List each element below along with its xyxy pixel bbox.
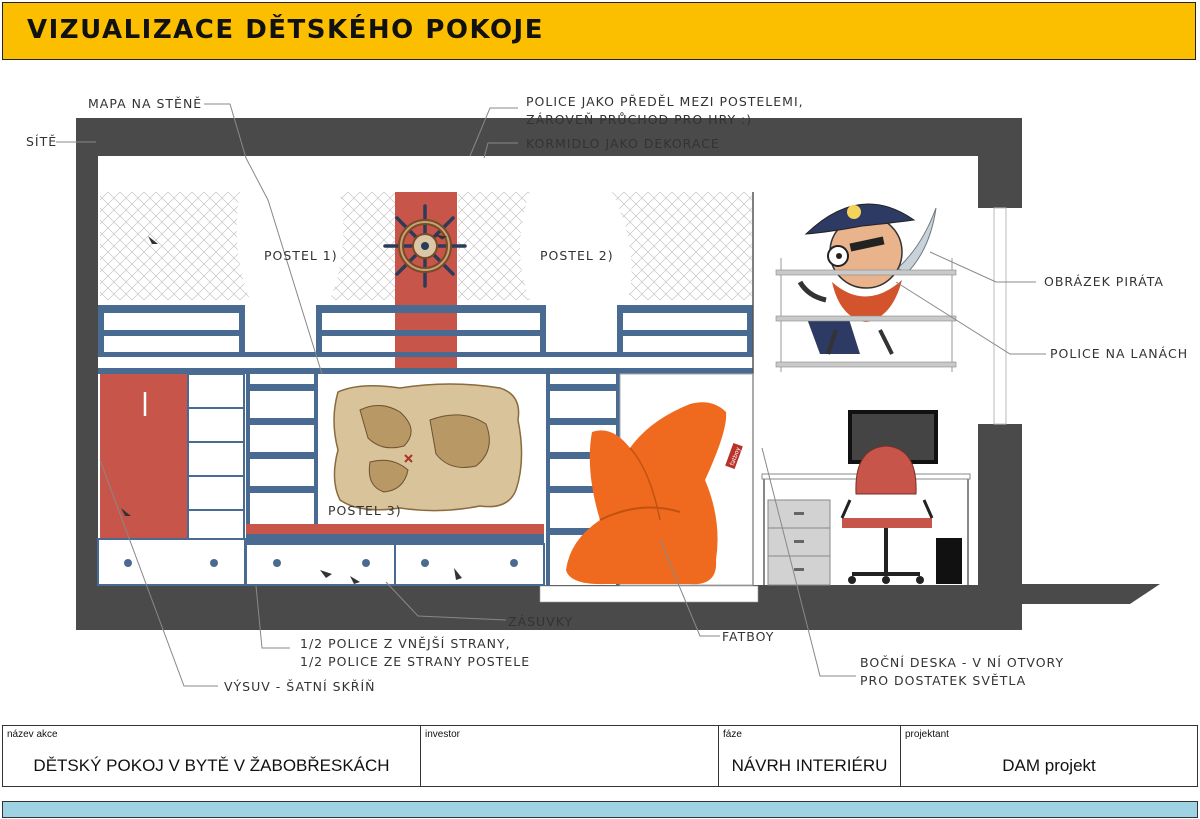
label-postel-1: POSTEL 1)	[264, 248, 338, 263]
tb-faze-caption: fáze	[723, 729, 742, 740]
tb-nazev-caption: název akce	[7, 729, 58, 740]
callout-police-predel-1: POLICE JAKO PŘEDĚL MEZI POSTELEMI,	[526, 94, 804, 109]
tb-nazev-akce	[3, 726, 421, 786]
wardrobe-drawer	[98, 539, 245, 585]
pirate-picture	[800, 204, 936, 354]
callout-police-lana: POLICE NA LANÁCH	[1050, 346, 1189, 361]
callout-kormidlo: KORMIDLO JAKO DEKORACE	[526, 136, 720, 151]
tb-faze	[719, 726, 901, 786]
callout-bocni-1: BOČNÍ DESKA - V NÍ OTVORY	[860, 655, 1065, 670]
tb-nazev-value: DĚTSKÝ POKOJ V BYTĚ V ŽABOBŘESKÁCH	[33, 756, 390, 775]
callout-police-pul-2: 1/2 POLICE ZE STRANY POSTELE	[300, 654, 531, 669]
callout-police-pul-1: 1/2 POLICE Z VNĚJŠÍ STRANY,	[300, 636, 511, 651]
floor-top	[98, 586, 978, 604]
page-title: VIZUALIZACE DĚTSKÉHO POKOJE	[27, 15, 544, 45]
wardrobe-shelves	[188, 374, 244, 539]
net-right	[612, 192, 752, 300]
tb-investor	[421, 726, 719, 786]
desk-area	[762, 410, 970, 585]
svg-text:fatboy: fatboy	[728, 446, 742, 467]
net-center-right	[458, 192, 530, 300]
label-postel-3: POSTEL 3)	[328, 503, 402, 518]
pc-tower	[936, 538, 962, 584]
bottom-bar	[2, 801, 1198, 818]
wardrobe	[98, 374, 245, 585]
left-wall	[76, 118, 98, 630]
tb-projektant-caption: projektant	[905, 729, 949, 740]
callout-police-predel-2: ZÁROVEŇ PRŮCHOD PRO HRY :)	[526, 112, 753, 127]
exterior-ledge	[1022, 584, 1160, 604]
right-wall-top	[978, 118, 1022, 208]
ceiling-gap	[98, 156, 978, 186]
callout-fatboy: FATBOY	[722, 629, 775, 644]
callout-site: SÍTĚ	[26, 134, 58, 149]
tb-investor-caption: investor	[425, 729, 461, 740]
net-left	[100, 192, 250, 300]
title-block	[2, 725, 1198, 787]
floor-opening	[540, 586, 758, 602]
callout-bocni-2: PRO DOSTATEK SVĚTLA	[860, 673, 1027, 688]
bottom-bed	[246, 524, 544, 585]
fatboy-beanbag	[566, 402, 743, 584]
ship-wheel-icon	[385, 206, 465, 286]
tb-projektant	[901, 726, 1197, 786]
tb-faze-value: NÁVRH INTERIÉRU	[731, 756, 888, 775]
treasure-map	[334, 384, 522, 511]
window	[994, 208, 1006, 424]
label-postel-2: POSTEL 2)	[540, 248, 614, 263]
ladder-left	[246, 374, 318, 531]
callout-zasuvky: ZÁSUVKY	[508, 614, 574, 629]
callout-mapa: MAPA NA STĚNĚ	[88, 96, 203, 111]
callout-obrazek: OBRÁZEK PIRÁTA	[1044, 274, 1164, 289]
callout-vysuv: VÝSUV - ŠATNÍ SKŘÍŇ	[224, 679, 376, 694]
tb-projektant-value: DAM projekt	[1002, 756, 1096, 775]
